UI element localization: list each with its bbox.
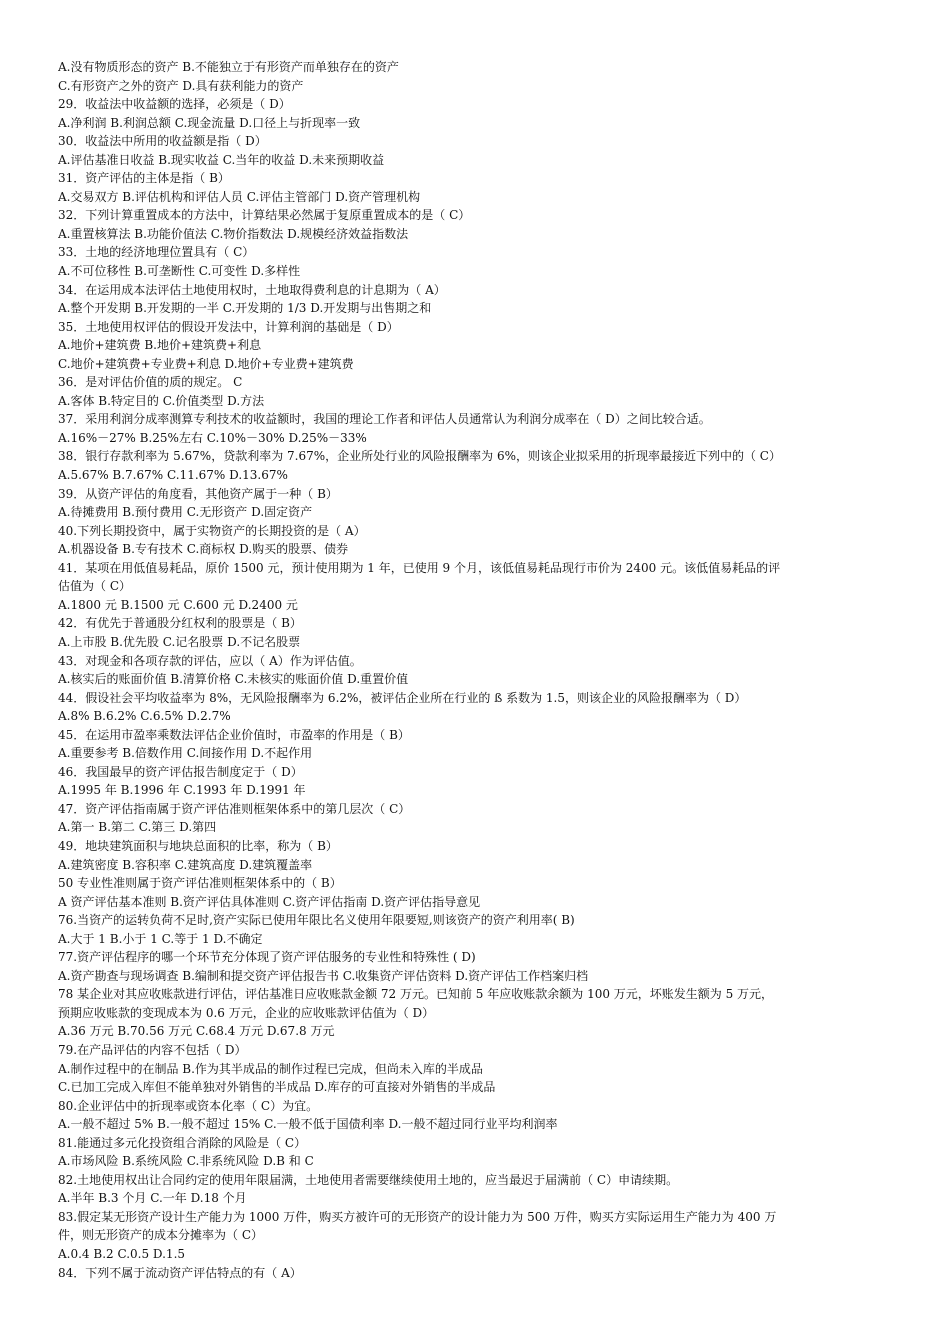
text-line: C.地价+建筑费+专业费+利息 D.地价+专业费+建筑费 — [58, 356, 354, 371]
text-line: 30．收益法中所用的收益额是指（ D） — [58, 134, 267, 149]
text-line: A.建筑密度 B.容积率 C.建筑高度 D.建筑覆盖率 — [58, 857, 313, 872]
text-line: 80.企业评估中的折现率或资本化率（ C）为宜。 — [58, 1098, 319, 1113]
text-line: A.地价+建筑费 B.地价+建筑费+利息 — [58, 338, 262, 353]
text-line: C.已加工完成入库但不能单独对外销售的半成品 D.库存的可直接对外销售的半成品 — [58, 1080, 496, 1095]
text-line: A.0.4 B.2 C.0.5 D.1.5 — [58, 1247, 186, 1261]
text-line: 46．我国最早的资产评估报告制度定于（ D） — [58, 764, 303, 779]
text-line: 47．资产评估指南属于资产评估准则框架体系中的第几层次（ C） — [58, 801, 411, 816]
text-line: 32．下列计算重置成本的方法中，计算结果必然属于复原重置成本的是（ C） — [58, 208, 471, 223]
text-line: 76.当资产的运转负荷不足时,资产实际已使用年限比名义使用年限要短,则该资产的资产利用率( B) — [58, 913, 575, 928]
text-line: A.5.67% B.7.67% C.11.67% D.13.67% — [58, 468, 288, 483]
text-line: 34．在运用成本法评估土地使用权时，土地取得费利息的计息期为（ A） — [58, 282, 446, 297]
text-line: A.一般不超过 5% B.一般不超过 15% C.一般不低于国债利率 D.一般不超过同行业平均利润率 — [58, 1117, 558, 1132]
text-line: 38．银行存款利率为 5.67%，贷款利率为 7.67%，企业所处行业的风险报酬率为 6%，则该企业拟采用的折现率最接近下列中的（ C） — [58, 449, 781, 464]
text-line: 41．某项在用低值易耗品，原价 1500 元，预计使用期为 1 年，已使用 9 个月，该低值易耗品现行市价为 2400 元。该低值易耗品的评 — [58, 560, 781, 575]
text-line: A.交易双方 B.评估机构和评估人员 C.评估主管部门 D.资产管理机构 — [58, 189, 421, 204]
text-line: A.客体 B.特定目的 C.价值类型 D.方法 — [58, 393, 265, 408]
text-line: A.重置核算法 B.功能价值法 C.物价指数法 D.规模经济效益指数法 — [58, 226, 409, 241]
text-line: A 资产评估基本准则 B.资产评估具体准则 C.资产评估指南 D.资产评估指导意见 — [58, 894, 481, 909]
text-line: A.核实后的账面价值 B.清算价格 C.未核实的账面价值 D.重置价值 — [58, 672, 409, 687]
text-line: A.第一 B.第二 C.第三 D.第四 — [58, 820, 217, 835]
text-line: A.上市股 B.优先股 C.记名股票 D.不记名股票 — [58, 634, 301, 649]
text-line: A.不可位移性 B.可垄断性 C.可变性 D.多样性 — [58, 264, 301, 279]
text-line: A.8% B.6.2% C.6.5% D.2.7% — [58, 709, 231, 724]
text-line: 42．有优先于普通股分红权利的股票是（ B） — [58, 616, 302, 631]
text-line: A.16%－27% B.25%左右 C.10%－30% D.25%－33% — [58, 430, 367, 445]
text-line: A.资产勘查与现场调查 B.编制和提交资产评估报告书 C.收集资产评估资料 D.资产评估工作档案归档 — [58, 968, 589, 983]
text-line: 79.在产品评估的内容不包括（ D） — [58, 1042, 247, 1057]
text-line: A.36 万元 B.70.56 万元 C.68.4 万元 D.67.8 万元 — [58, 1024, 335, 1039]
text-line: 84．下列不属于流动资产评估特点的有（ A） — [58, 1265, 302, 1280]
text-line: A.1800 元 B.1500 元 C.600 元 D.2400 元 — [58, 597, 298, 612]
text-line: 45．在运用市盈率乘数法评估企业价值时，市盈率的作用是（ B） — [58, 727, 410, 742]
text-line: A.净利润 B.利润总额 C.现金流量 D.口径上与折现率一致 — [58, 115, 361, 130]
text-line: 37．采用利润分成率测算专利技术的收益额时，我国的理论工作者和评估人员通常认为利润分成率在（ D）之间比较合适。 — [58, 412, 711, 427]
text-line: A.评估基准日收益 B.现实收益 C.当年的收益 D.未来预期收益 — [58, 152, 385, 167]
text-line: 83.假定某无形资产设计生产能力为 1000 万件，购买方被许可的无形资产的设计能力为 500 万件，购买方实际运用生产能力为 400 万 — [58, 1209, 777, 1224]
document-page — [58, 58, 898, 1282]
text-line: A.整个开发期 B.开发期的一半 C.开发期的 1/3 D.开发期与出售期之和 — [58, 301, 432, 316]
text-line: 估值为（ C） — [58, 579, 131, 594]
text-line: 81.能通过多元化投资组合消除的风险是（ C） — [58, 1135, 307, 1150]
text-line: 预期应收账款的变现成本为 0.6 万元，企业的应收账款评估值为（ D） — [58, 1005, 435, 1020]
text-line: 39．从资产评估的角度看，其他资产属于一种（ B） — [58, 486, 338, 501]
text-line: A.待摊费用 B.预付费用 C.无形资产 D.固定资产 — [58, 505, 313, 520]
text-line: A.半年 B.3 个月 C.一年 D.18 个月 — [58, 1191, 247, 1206]
text-line: A.制作过程中的在制品 B.作为其半成品的制作过程已完成，但尚未入库的半成品 — [58, 1061, 483, 1076]
text-line: A.没有物质形态的资产 B.不能独立于有形资产而单独存在的资产 — [58, 60, 399, 74]
text-line: A.重要参考 B.倍数作用 C.间接作用 D.不起作用 — [58, 746, 313, 761]
text-line: C.有形资产之外的资产 D.具有获利能力的资产 — [58, 78, 304, 93]
text-line: 78 某企业对其应收账款进行评估，评估基准日应收账款金额 72 万元。已知前 5 年应收账款余额为 100 万元，坏账发生额为 5 万元， — [58, 987, 774, 1002]
text-line: 33．土地的经济地理位置具有（ C） — [58, 245, 255, 260]
text-line: 77.资产评估程序的哪一个环节充分体现了资产评估服务的专业性和特殊性 ( D) — [58, 950, 476, 965]
text-line: 件，则无形资产的成本分摊率为（ C） — [58, 1228, 263, 1243]
text-line: 31．资产评估的主体是指（ B） — [58, 171, 230, 186]
text-line: 43．对现金和各项存款的评估，应以（ A）作为评估值。 — [58, 653, 362, 668]
text-line: 50 专业性准则属于资产评估准则框架体系中的（ B） — [58, 876, 342, 891]
text-line: A.大于 1 B.小于 1 C.等于 1 D.不确定 — [58, 931, 263, 946]
text-line: 49．地块建筑面积与地块总面积的比率，称为（ B） — [58, 838, 338, 853]
text-line: A.机器设备 B.专有技术 C.商标权 D.购买的股票、债券 — [58, 542, 349, 557]
text-line: A.市场风险 B.系统风险 C.非系统风险 D.B 和 C — [58, 1154, 314, 1169]
text-line: 35．土地使用权评估的假设开发法中，计算利润的基础是（ D） — [58, 319, 399, 334]
text-line: 82.土地使用权出让合同约定的使用年限届满，土地使用者需要继续使用土地的，应当最迟于届满前（ C）申请续期。 — [58, 1172, 679, 1187]
text-line: A.1995 年 B.1996 年 C.1993 年 D.1991 年 — [58, 783, 306, 798]
text-line: 36．是对评估价值的质的规定。 C — [58, 375, 243, 390]
text-line: 29．收益法中收益额的选择，必须是（ D） — [58, 97, 291, 112]
text-line: 44．假设社会平均收益率为 8%，无风险报酬率为 6.2%，被评估企业所在行业的 ß 系数为 1.5，则该企业的风险报酬率为（ D） — [58, 690, 747, 705]
text-line: 40.下列长期投资中，属于实物资产的长期投资的是（ A） — [58, 523, 366, 538]
